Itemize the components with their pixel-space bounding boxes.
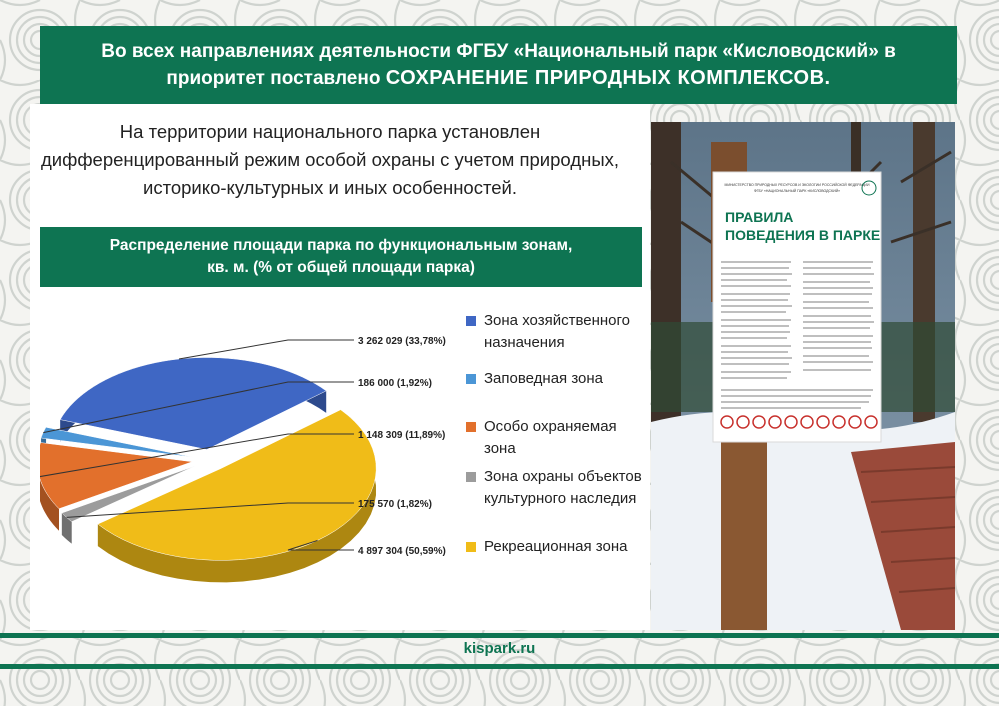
banner-line-2: [166, 65, 830, 92]
footer-line-top: [0, 633, 999, 638]
legend-swatch: [466, 374, 476, 384]
chart-title: [40, 227, 642, 287]
footer-url[interactable]: kispark.ru: [463, 640, 536, 657]
data-label: 4 897 304 (50,59%): [358, 546, 446, 557]
data-label: 186 000 (1,92%): [358, 378, 432, 389]
legend-label: [484, 310, 630, 354]
intro-line-1: На территории национального парка установлен: [119, 121, 541, 142]
banner-line-1: Во всех направлениях деятельности ФГБУ «Национальный парк «Кисловодский» в: [101, 41, 896, 62]
legend-item: [466, 466, 646, 510]
pie-chart: [40, 290, 470, 610]
footer-line-bottom: [0, 664, 999, 669]
banner-line-2-prefix: приоритет поставлено: [166, 68, 386, 89]
legend-label: [484, 416, 646, 460]
legend-label-line: Рекреационная зона: [484, 538, 628, 555]
sign-title-line-1: ПРАВИЛА: [725, 209, 794, 225]
legend-label: [484, 466, 642, 510]
park-rules-sign-photo: [651, 122, 955, 630]
legend-label-line: Зона хозяйственного: [484, 312, 630, 329]
data-label: 3 262 029 (33,78%): [358, 336, 446, 347]
legend-swatch: [466, 542, 476, 552]
legend-item: [466, 368, 646, 390]
intro-line-2: дифференцированный режим особой охраны с учетом природных,: [40, 149, 620, 170]
legend-item: [466, 536, 646, 558]
legend-swatch: [466, 316, 476, 326]
chart-title-line-2: кв. м. (% от общей площади парка): [207, 259, 475, 276]
legend-label-line: культурного наследия: [484, 490, 637, 507]
data-label: 175 570 (1,82%): [358, 499, 432, 510]
data-label-leader: [179, 340, 354, 359]
legend-label-line: назначения: [484, 334, 565, 351]
pie-slice: [60, 358, 326, 450]
banner-highlight: СОХРАНЕНИЕ ПРИРОДНЫХ КОМПЛЕКСОВ.: [385, 67, 831, 89]
intro-line-3: историко-культурных и иных особенностей.: [143, 177, 517, 198]
sign-title-line-2: ПОВЕДЕНИЯ В ПАРКЕ: [725, 227, 881, 243]
legend-label-line: Зона охраны объектов: [484, 468, 642, 485]
header-banner: [40, 26, 957, 104]
legend-label-line: Особо охраняемая зона: [484, 418, 617, 457]
legend-label-line: Заповедная зона: [484, 370, 604, 387]
data-label: 1 148 309 (11,89%): [358, 430, 446, 441]
legend-label: [484, 368, 603, 390]
legend-item: [466, 416, 646, 460]
sign-header-line-2: ФГБУ «НАЦИОНАЛЬНЫЙ ПАРК «КИСЛОВОДСКИЙ»: [753, 189, 841, 193]
legend-item: [466, 310, 646, 354]
legend-swatch: [466, 422, 476, 432]
intro-text: [40, 118, 620, 202]
chart-title-line-1: Распределение площади парка по функциональным зонам,: [109, 237, 573, 254]
legend-label: [484, 536, 627, 558]
sign-header-line-1: МИНИСТЕРСТВО ПРИРОДНЫХ РЕСУРСОВ И ЭКОЛОГИИ РОССИЙСКОЙ ФЕДЕРАЦИИ: [724, 183, 870, 187]
legend-swatch: [466, 472, 476, 482]
